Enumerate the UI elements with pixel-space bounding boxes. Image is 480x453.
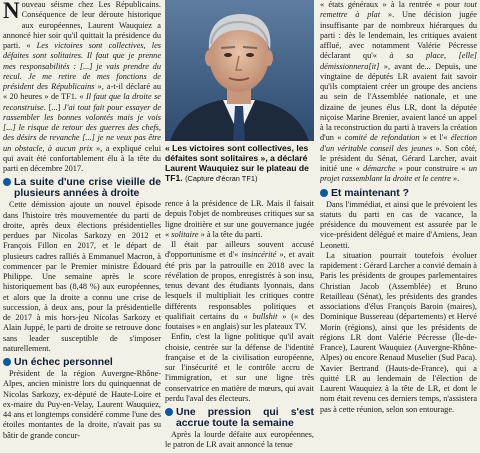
article-column-2: [165, 199, 314, 451]
paragraph: Dans l'immédiat, et ainsi que le prévoient les statuts du parti en cas de vacance, la présidence du mouvement est assurée par le vice-président délégué et maire d'Amiens, Jean Leonetti.: [320, 199, 477, 250]
bullet-icon: [165, 408, 173, 416]
article-column-1: [3, 0, 161, 453]
paragraph: Après la lourde défaite aux européennes, le patron de LR avait annoncé la tenue: [165, 430, 314, 450]
dropcap: N: [3, 0, 20, 23]
portrait-illustration: [165, 0, 314, 141]
paragraph: La situation pourrait toutefois évoluer rapidement : Gérard Larcher a convié demain à Paris les présidents de groupes parlementaires Christian Jacob (Assemblée) et Bruno Retailleau (Sénat), les présidents des grandes associations d'élus François Baroin (maires), Dominique Bussereau (départements) et Hervé Morin (régions), ainsi que les présidents de régions LR dont Valérie Pécresse (Île-de-France), Laurent Wauquiez (Auvergne-Rhône-Alpes) ou encore Renaud Muselier (Sud Paca). Xavier Bertrand (Hauts-de-France), qui a quitté LR au lendemain de l'élection de Laurent Wauquiez à la tête de LR, et dont le nom était revenu ces derniers temps, n'assistera pas à cette réunion, selon son entourage.: [320, 250, 477, 414]
article-lead: Nouveau séisme chez Les Républicains. Conséquence de leur déroute historique aux européennes, Laurent Wauquiez a annoncé hier soir qu'il quittait la présidence du parti. « Les victoires sont collectives, les défaites sont solitaires. Il faut que je prenne mes responsabilités : [...] je vais prendre du recul. Je me retire de mes fonctions de président des Républicains », a-t-il déclaré au « 20 heures » de TF1. « Il faut que la droite se reconstruise. [...] J'ai tout fait pour essayer de rassembler les bonnes volontés mais je vois [...] le risque de retour des guerres des chefs, des désirs de revanche [...] je ne veux pas être un obstacle, à aucun prix », a expliqué celui qui avait été confortablement élu à la tête du parti en décembre 2017.: [3, 0, 161, 173]
section-heading-pressure: Une pression qui s'est accrue toute la semaine: [165, 407, 314, 429]
photo-laurent-wauquiez: [165, 0, 314, 141]
photo-caption: « Les victoires sont collectives, les défaites sont solitaires », a déclaré Laurent Wauquiez sur le plateau de TF1. (Capture d'écran TF1): [165, 143, 309, 183]
paragraph: Enfin, c'est la ligne politique qu'il avait choisie, centrée sur la défense de l'identité française et de la civilisation européenne, sur l'insécurité et le contrôle accru de l'immigration, et sur une ligne très conservatrice en matière de mœurs, qui avait perdu l'aval des électeurs.: [165, 332, 314, 403]
section-heading-next: Et maintenant ?: [320, 188, 477, 199]
photo-credit: (Capture d'écran TF1): [185, 174, 258, 183]
bullet-icon: [320, 189, 328, 197]
paragraph: Cette démission ajoute un nouvel épisode dans l'histoire très mouvementée du parti de droite, après deux élections présidentielles perdues par Nicolas Sarkozy en 2012 et François Fillon en 2017, et le départ de plusieurs cadres ralliés à Emmanuel Macron, à commencer par le Premier ministre Édouard Philippe. Une semaine après le score historiquement bas (8,48 %) aux européennes, et alors que la droite a connu une crise de succession, à deux ans, pour la présidentielle de 2017 à mis hors-jeu Nicolas Sarkozy et Alain Juppé, le parti de droite se retrouve donc sans leader susceptible de s'imposer naturellement.: [3, 200, 161, 353]
paragraph: Président de la région Auvergne-Rhône-Alpes, ancien ministre lors du quinquennat de Nicolas Sarkozy, ex-député de Haute-Loire et ex-maire du Puy-en-Velay, Laurent Wauquiez, 44 ans et longtemps considéré comme l'une des étoiles montantes de la droite, n'avait pas su bâtir de grande concur-: [3, 369, 161, 440]
article-column-3: [320, 0, 477, 453]
bullet-icon: [3, 178, 11, 186]
bullet-icon: [3, 358, 11, 366]
paragraph: Il était par ailleurs souvent accusé d'opportunisme et d'« insincérité », et avait été pris par la patrouille en 2018 avec la révélation de propos, enregistrés à son insu, tenus devant des étudiants lyonnais, dans lesquels il multipliait les critiques contre différents responsables politiques et qualifiait certains du « bullshit » (« des foutaises » en anglais) sur les plateaux TV.: [165, 240, 314, 331]
paragraph: « états généraux » à la rentrée « pour tout remettre à plat ». Une décision jugée insuffisante par de nombreux hiérarques du parti : dès le lendemain, les critiques avaient afflué, avec notamment Valérie Pécresse déclarant qu'« à sa place, [elle] démissionnera[it] », avant de... Depuis, une vingtaine de députés LR avaient fait savoir qu'ils comptaient créer un groupe des anciens au sein de l'Assemblée nationale, et une dizaine de jeunes élus LR, dont la députée niçoise Marine Brenier, avaient lancé un appel à la reconstruction du parti à travers la création d'un « comité de refondation » et l'« élection d'un véritable conseil des jeunes ». Son côté, le président du Sénat, Gérard Larcher, avait initié une « démarche » pour construire « un projet rassemblant la droite et le centre ».: [320, 0, 477, 184]
paragraph: rence à la présidence de LR. Mais il faisait depuis l'objet de nombreuses critiques sur sa ligne droitière et sur une gouvernance jugée « solitaire » à la tête du parti.: [165, 199, 314, 239]
section-heading-crisis: La suite d'une crise vieille de plusieurs années à droite: [3, 177, 161, 199]
section-heading-failure: Un échec personnel: [3, 357, 161, 368]
